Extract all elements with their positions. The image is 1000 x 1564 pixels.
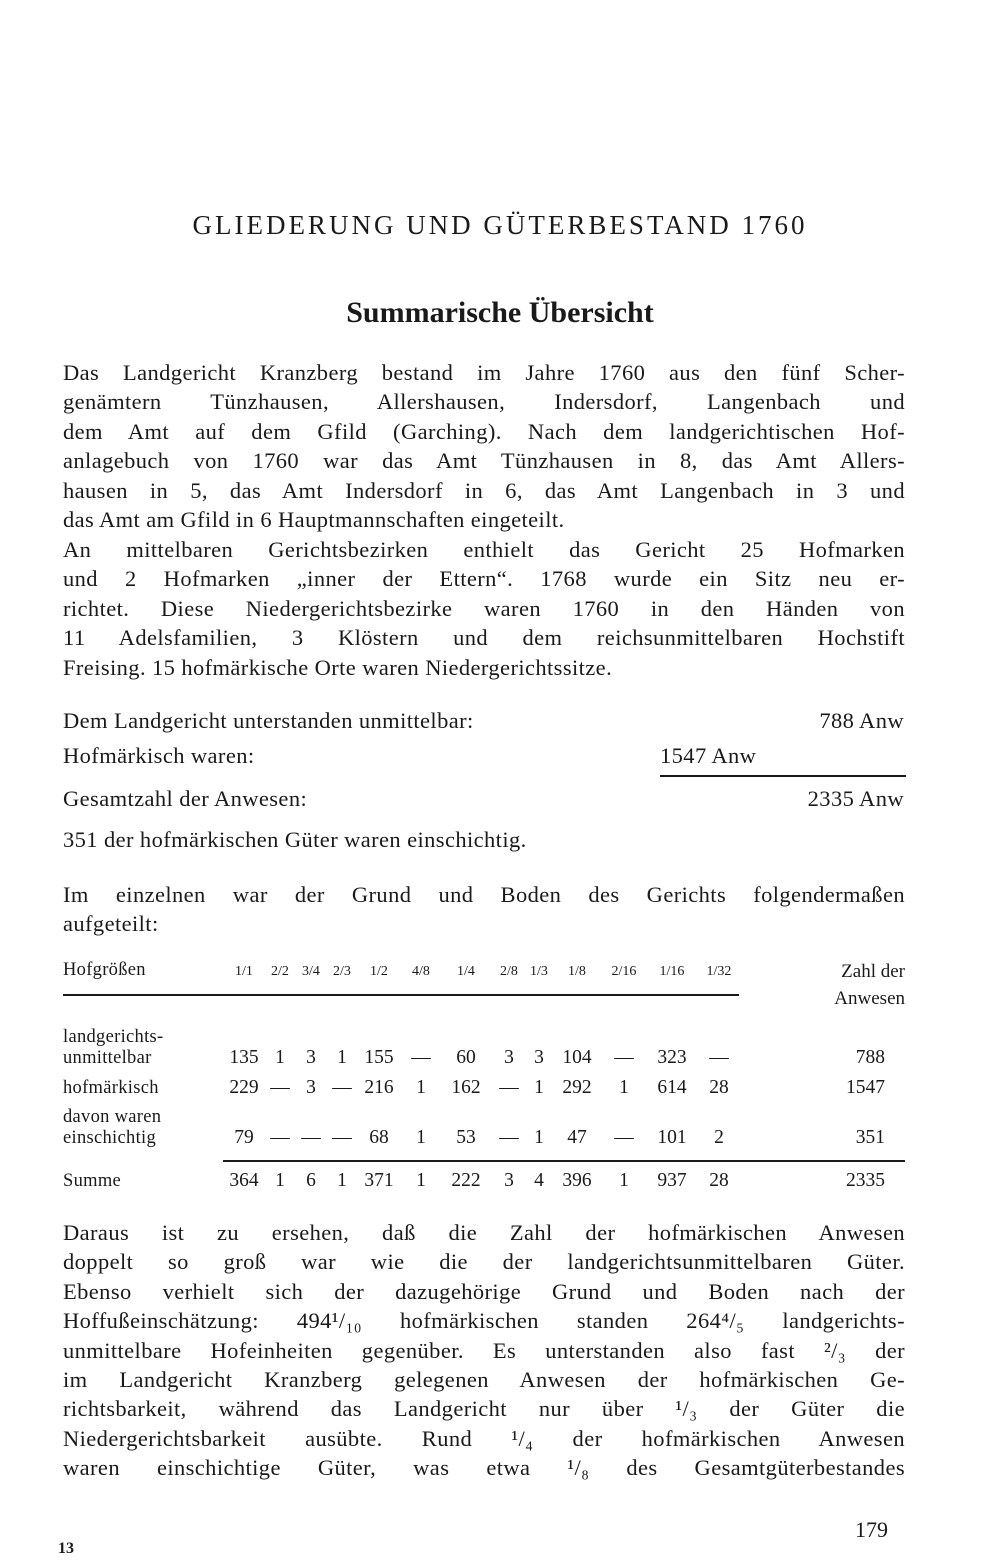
- total-value: 2335 Anw: [807, 786, 904, 811]
- text-line: genämtern Tünzhausen, Allershausen, Indersdorf, Langenbach und: [63, 389, 905, 415]
- cell: 1: [619, 1077, 629, 1098]
- total-label: Gesamtzahl der Anwesen:: [63, 786, 308, 811]
- cell: 28: [709, 1170, 729, 1191]
- row-total: 788: [855, 1047, 885, 1068]
- text-line: unmittelbare Hofeinheiten gegenüber. Es unterstanden also fast ²/₃ der: [63, 1337, 905, 1363]
- cell: 937: [657, 1170, 687, 1191]
- cell: 1: [275, 1047, 285, 1068]
- text-line: aufgeteilt:: [63, 911, 159, 937]
- cell: 1: [416, 1127, 426, 1148]
- cell: 3: [306, 1047, 316, 1068]
- cell: 2: [714, 1127, 724, 1148]
- cell: 6: [306, 1170, 316, 1191]
- cell: 1: [275, 1170, 285, 1191]
- total-header-line: Zahl der: [841, 961, 905, 982]
- cell: 222: [451, 1170, 481, 1191]
- fraction-header: 2/16: [611, 964, 637, 979]
- cell: —: [332, 1077, 352, 1098]
- text-line: und 2 Hofmarken „inner der Ettern“. 1768 wurde ein Sitz neu er-: [63, 566, 905, 592]
- fraction-header: 2/3: [333, 964, 351, 979]
- cell: 1: [337, 1170, 347, 1191]
- hofmark-value: 1547 Anw: [660, 743, 757, 768]
- row-label: davon waren einschichtig: [63, 1107, 162, 1148]
- fraction-header: 3/4: [302, 964, 320, 979]
- sum-rule-row: [63, 1149, 905, 1161]
- direct-label: Dem Landgericht unterstanden unmittelbar:: [63, 708, 474, 733]
- cell: 101: [657, 1127, 687, 1148]
- row-label: hofmärkisch: [63, 1078, 159, 1098]
- fraction-header: 1/32: [706, 964, 732, 979]
- text-line: Ebenso verhielt sich der dazugehörige Grund und Boden nach der: [63, 1278, 905, 1304]
- text-line: Das Landgericht Kranzberg bestand im Jahre 1760 aus den fünf Scher-: [63, 360, 905, 385]
- cell: 1: [534, 1077, 544, 1098]
- cell: 292: [562, 1077, 592, 1098]
- fraction-header: 1/16: [659, 964, 685, 979]
- row-label: Summe: [63, 1171, 122, 1191]
- table-row: [63, 1019, 905, 1069]
- paragraph-2: [63, 535, 905, 682]
- text-line: im Landgericht Kranzberg gelegenen Anwesen der hofmärkischen Ge-: [63, 1366, 905, 1392]
- cell: —: [709, 1047, 729, 1068]
- cell: 4: [534, 1170, 544, 1191]
- cell: 371: [364, 1170, 394, 1191]
- text-line: Im einzelnen war der Grund und Boden des Gerichts folgendermaßen: [63, 882, 905, 907]
- cell: 216: [364, 1077, 394, 1098]
- fraction-header: 1/8: [568, 964, 586, 979]
- page-number: 179: [855, 1517, 888, 1542]
- cell: 104: [562, 1047, 592, 1068]
- text-line: Daraus ist zu ersehen, daß die Zahl der hofmärkischen Anwesen: [63, 1220, 905, 1245]
- cell: 3: [306, 1077, 316, 1098]
- header-rule: [63, 995, 739, 1019]
- hofgroessen-table: [63, 958, 905, 1192]
- text-line: 11 Adelsfamilien, 3 Klöstern und dem reichsunmittelbaren Hochstift: [63, 625, 905, 651]
- text-line: richtsbarkeit, während das Landgericht nur über ¹/₃ der Güter die: [63, 1396, 905, 1422]
- text-line: Freising. 15 hofmärkische Orte waren Niedergerichtssitze.: [63, 654, 613, 680]
- cell: 3: [504, 1170, 514, 1191]
- total-header-line: Anwesen: [834, 988, 905, 1009]
- cell: 155: [364, 1047, 394, 1068]
- fraction-header: 1/4: [457, 964, 475, 979]
- hofmark-label: Hofmärkisch waren:: [63, 743, 255, 768]
- cell: 28: [709, 1077, 729, 1098]
- cell: 162: [451, 1077, 481, 1098]
- table-row-sum: [63, 1161, 905, 1192]
- cell: —: [411, 1047, 431, 1068]
- fraction-header: 2/2: [271, 964, 289, 979]
- cell: 1: [337, 1047, 347, 1068]
- fraction-header: 1/3: [530, 964, 548, 979]
- cell: —: [614, 1047, 634, 1068]
- text-line: Niedergerichtsbarkeit ausübte. Rund ¹/₄ der hofmärkischen Anwesen: [63, 1425, 905, 1451]
- row-total: 2335: [846, 1170, 885, 1191]
- table-intro: [63, 880, 905, 939]
- cell: 79: [234, 1127, 254, 1148]
- row-total: 351: [855, 1127, 885, 1148]
- cell: 1: [619, 1170, 629, 1191]
- cell: 396: [562, 1170, 592, 1191]
- cell: 47: [567, 1127, 587, 1148]
- direct-value: 788 Anw: [819, 708, 904, 733]
- cell: 53: [456, 1127, 476, 1148]
- cell: —: [499, 1077, 519, 1098]
- paragraph-3: [63, 1218, 905, 1483]
- cell: 1: [416, 1077, 426, 1098]
- cell: 1: [534, 1127, 544, 1148]
- einschichtig-note: 351 der hofmärkischen Güter waren einschichtig.: [63, 827, 527, 852]
- text-line: hausen in 5, das Amt Indersdorf in 6, das Amt Langenbach in 3 und: [63, 477, 905, 503]
- chapter-title: GLIEDERUNG UND GÜTERBESTAND 1760: [192, 210, 808, 240]
- text-line: waren einschichtige Güter, was etwa ¹/₈ des Gesamtgüterbestandes: [63, 1455, 905, 1481]
- signature-mark: 13: [58, 1540, 74, 1557]
- fraction-header: 1/1: [235, 964, 253, 979]
- cell: 60: [456, 1047, 476, 1068]
- cell: —: [614, 1127, 634, 1148]
- cell: 68: [369, 1127, 389, 1148]
- header-label: Hofgrößen: [63, 960, 146, 980]
- row-total: 1547: [846, 1077, 885, 1098]
- text-line: doppelt so groß war wie die der landgerichtsunmittelbaren Güter.: [63, 1249, 905, 1275]
- cell: 364: [229, 1170, 259, 1191]
- cell: 229: [229, 1077, 259, 1098]
- cell: 323: [657, 1047, 687, 1068]
- cell: 135: [229, 1047, 259, 1068]
- text-line: das Amt am Gfild in 6 Hauptmannschaften eingeteilt.: [63, 506, 565, 532]
- cell: 614: [657, 1077, 687, 1098]
- text-line: richtet. Diese Niedergerichtsbezirke waren 1760 in den Händen von: [63, 595, 905, 621]
- cell: —: [499, 1127, 519, 1148]
- text-line: An mittelbaren Gerichtsbezirken enthielt das Gericht 25 Hofmarken: [63, 537, 905, 562]
- text-line: anlagebuch von 1760 war das Amt Tünzhausen in 8, das Amt Allers-: [63, 448, 905, 474]
- paragraph-1: [63, 358, 905, 534]
- cell: 3: [534, 1047, 544, 1068]
- total-header: [739, 958, 905, 1019]
- text-line: dem Amt auf dem Gfild (Garching). Nach dem landgerichtischen Hof-: [63, 418, 905, 444]
- cell: —: [301, 1127, 321, 1148]
- table-row: [63, 1099, 905, 1149]
- fraction-header: 4/8: [412, 964, 430, 979]
- cell: —: [270, 1077, 290, 1098]
- table-header-row: [63, 958, 905, 995]
- text-line: Hoffußeinschätzung: 494¹/₁₀ hofmärkischen standen 264⁴/₅ landgerichts-: [63, 1308, 905, 1334]
- row-label: landgerichts- unmittelbar: [63, 1027, 164, 1068]
- sum-rule: [660, 775, 906, 777]
- fraction-header: 2/8: [500, 964, 518, 979]
- fraction-header: 1/2: [370, 964, 388, 979]
- cell: —: [270, 1127, 290, 1148]
- section-title: Summarische Übersicht: [346, 296, 654, 329]
- cell: 3: [504, 1047, 514, 1068]
- cell: 1: [416, 1170, 426, 1191]
- table-row: [63, 1069, 905, 1099]
- sum-rule-line: [223, 1149, 905, 1161]
- cell: —: [332, 1127, 352, 1148]
